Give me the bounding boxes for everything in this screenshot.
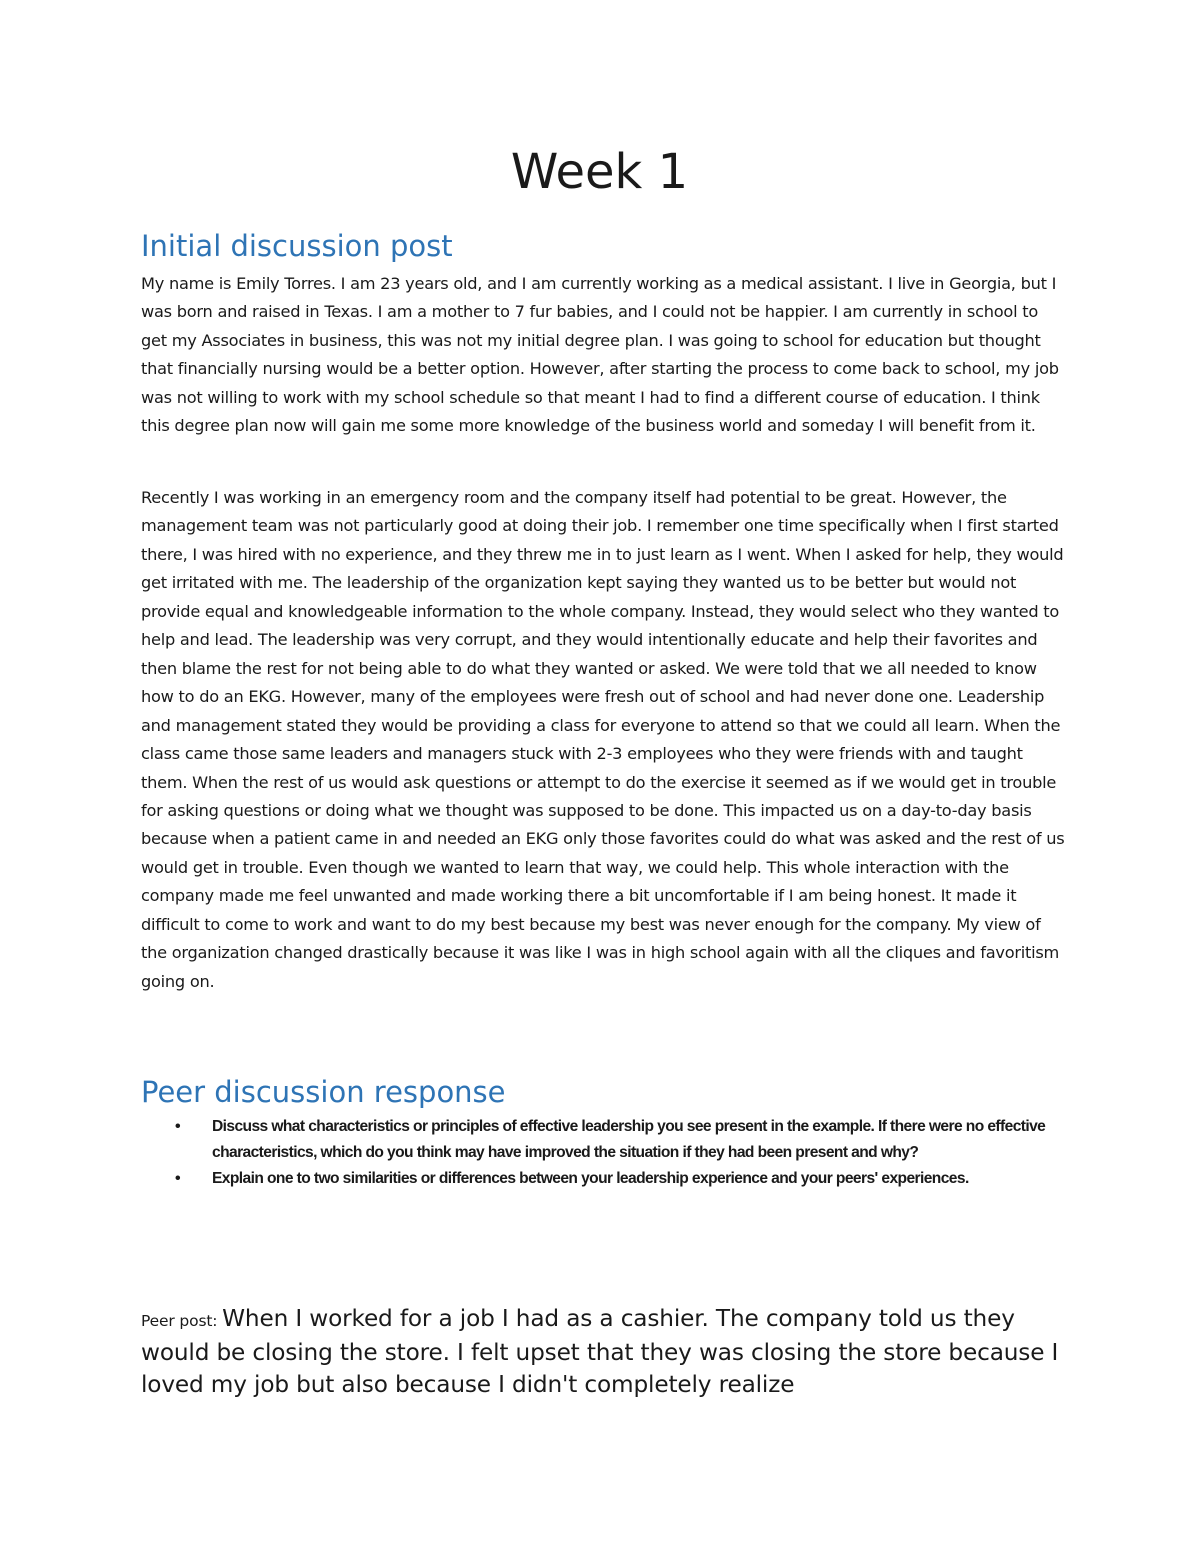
peer-post-label: Peer post: bbox=[141, 1312, 223, 1330]
bullet-icon: • bbox=[175, 1118, 181, 1135]
peer-post-text: When I worked for a job I had as a cashier. The company told us they would be closing the store. I felt upset that they was closing the store because I loved my job but also because I didn't completely realize bbox=[141, 1305, 1059, 1398]
peer-post bbox=[141, 1303, 1066, 1400]
list-item-text: Explain one to two similarities or differences between your leadership experience and your peers' experiences. bbox=[212, 1170, 969, 1187]
initial-post-paragraph-2: Recently I was working in an emergency room and the company itself had potential to be great. However, the management team was not particularly good at doing their job. I remember one time specifically when I first started there, I was hired with no experience, and they threw me in to just learn as I went. When I asked for help, they would get irritated with me. The leadership of the organization kept saying they wanted us to be better but would not provide equal and knowledgeable information to the whole company. Instead, they would select who they wanted to help and lead. The leadership was very corrupt, and they would intentionally educate and help their favorites and then blame the rest for not being able to do what they wanted or asked. We were told that we all needed to know how to do an EKG. However, many of the employees were fresh out of school and had never done one. Leadership and management stated they would be providing a class for everyone to attend so that we could all learn. When the class came those same leaders and managers stuck with 2-3 employees who they were friends with and taught them. When the rest of us would ask questions or attempt to do the exercise it seemed as if we would get in trouble for asking questions or doing what we thought was supposed to be done. This impacted us on a day-to-day basis because when a patient came in and needed an EKG only those favorites could do what was asked and the rest of us would get in trouble. Even though we wanted to learn that way, we could help. This whole interaction with the company made me feel unwanted and made working there a bit uncomfortable if I am being honest. It made it difficult to come to work and want to do my best because my best was never enough for the company. My view of the organization changed drastically because it was like I was in high school again with all the cliques and favoritism going on. bbox=[141, 488, 1065, 991]
page-title: Week 1 bbox=[510, 144, 689, 200]
bullet-icon: • bbox=[175, 1170, 181, 1187]
list-item-text: Discuss what characteristics or principles of effective leadership you see present in the example. If there were no effective characteristics, which do you think may have improved the situation if they had been present and why? bbox=[212, 1118, 1046, 1161]
prompt-list bbox=[141, 1114, 1066, 1192]
initial-post-paragraph-1: My name is Emily Torres. I am 23 years old, and I am currently working as a medical assistant. I live in Georgia, but I was born and raised in Texas. I am a mother to 7 fur babies, and I could not be happier. I am currently in school to get my Associates in business, this was not my initial degree plan. I was going to school for education but thought that financially nursing would be a better option. However, after starting the process to come back to school, my job was not willing to work with my school schedule so that meant I had to find a different course of education. I think this degree plan now will gain me some more knowledge of the business world and someday I will benefit from it. bbox=[141, 274, 1059, 436]
list-item bbox=[141, 1114, 1066, 1166]
peer-response-heading: Peer discussion response bbox=[141, 1075, 506, 1109]
initial-post-heading: Initial discussion post bbox=[141, 229, 453, 263]
list-item bbox=[141, 1166, 1066, 1192]
